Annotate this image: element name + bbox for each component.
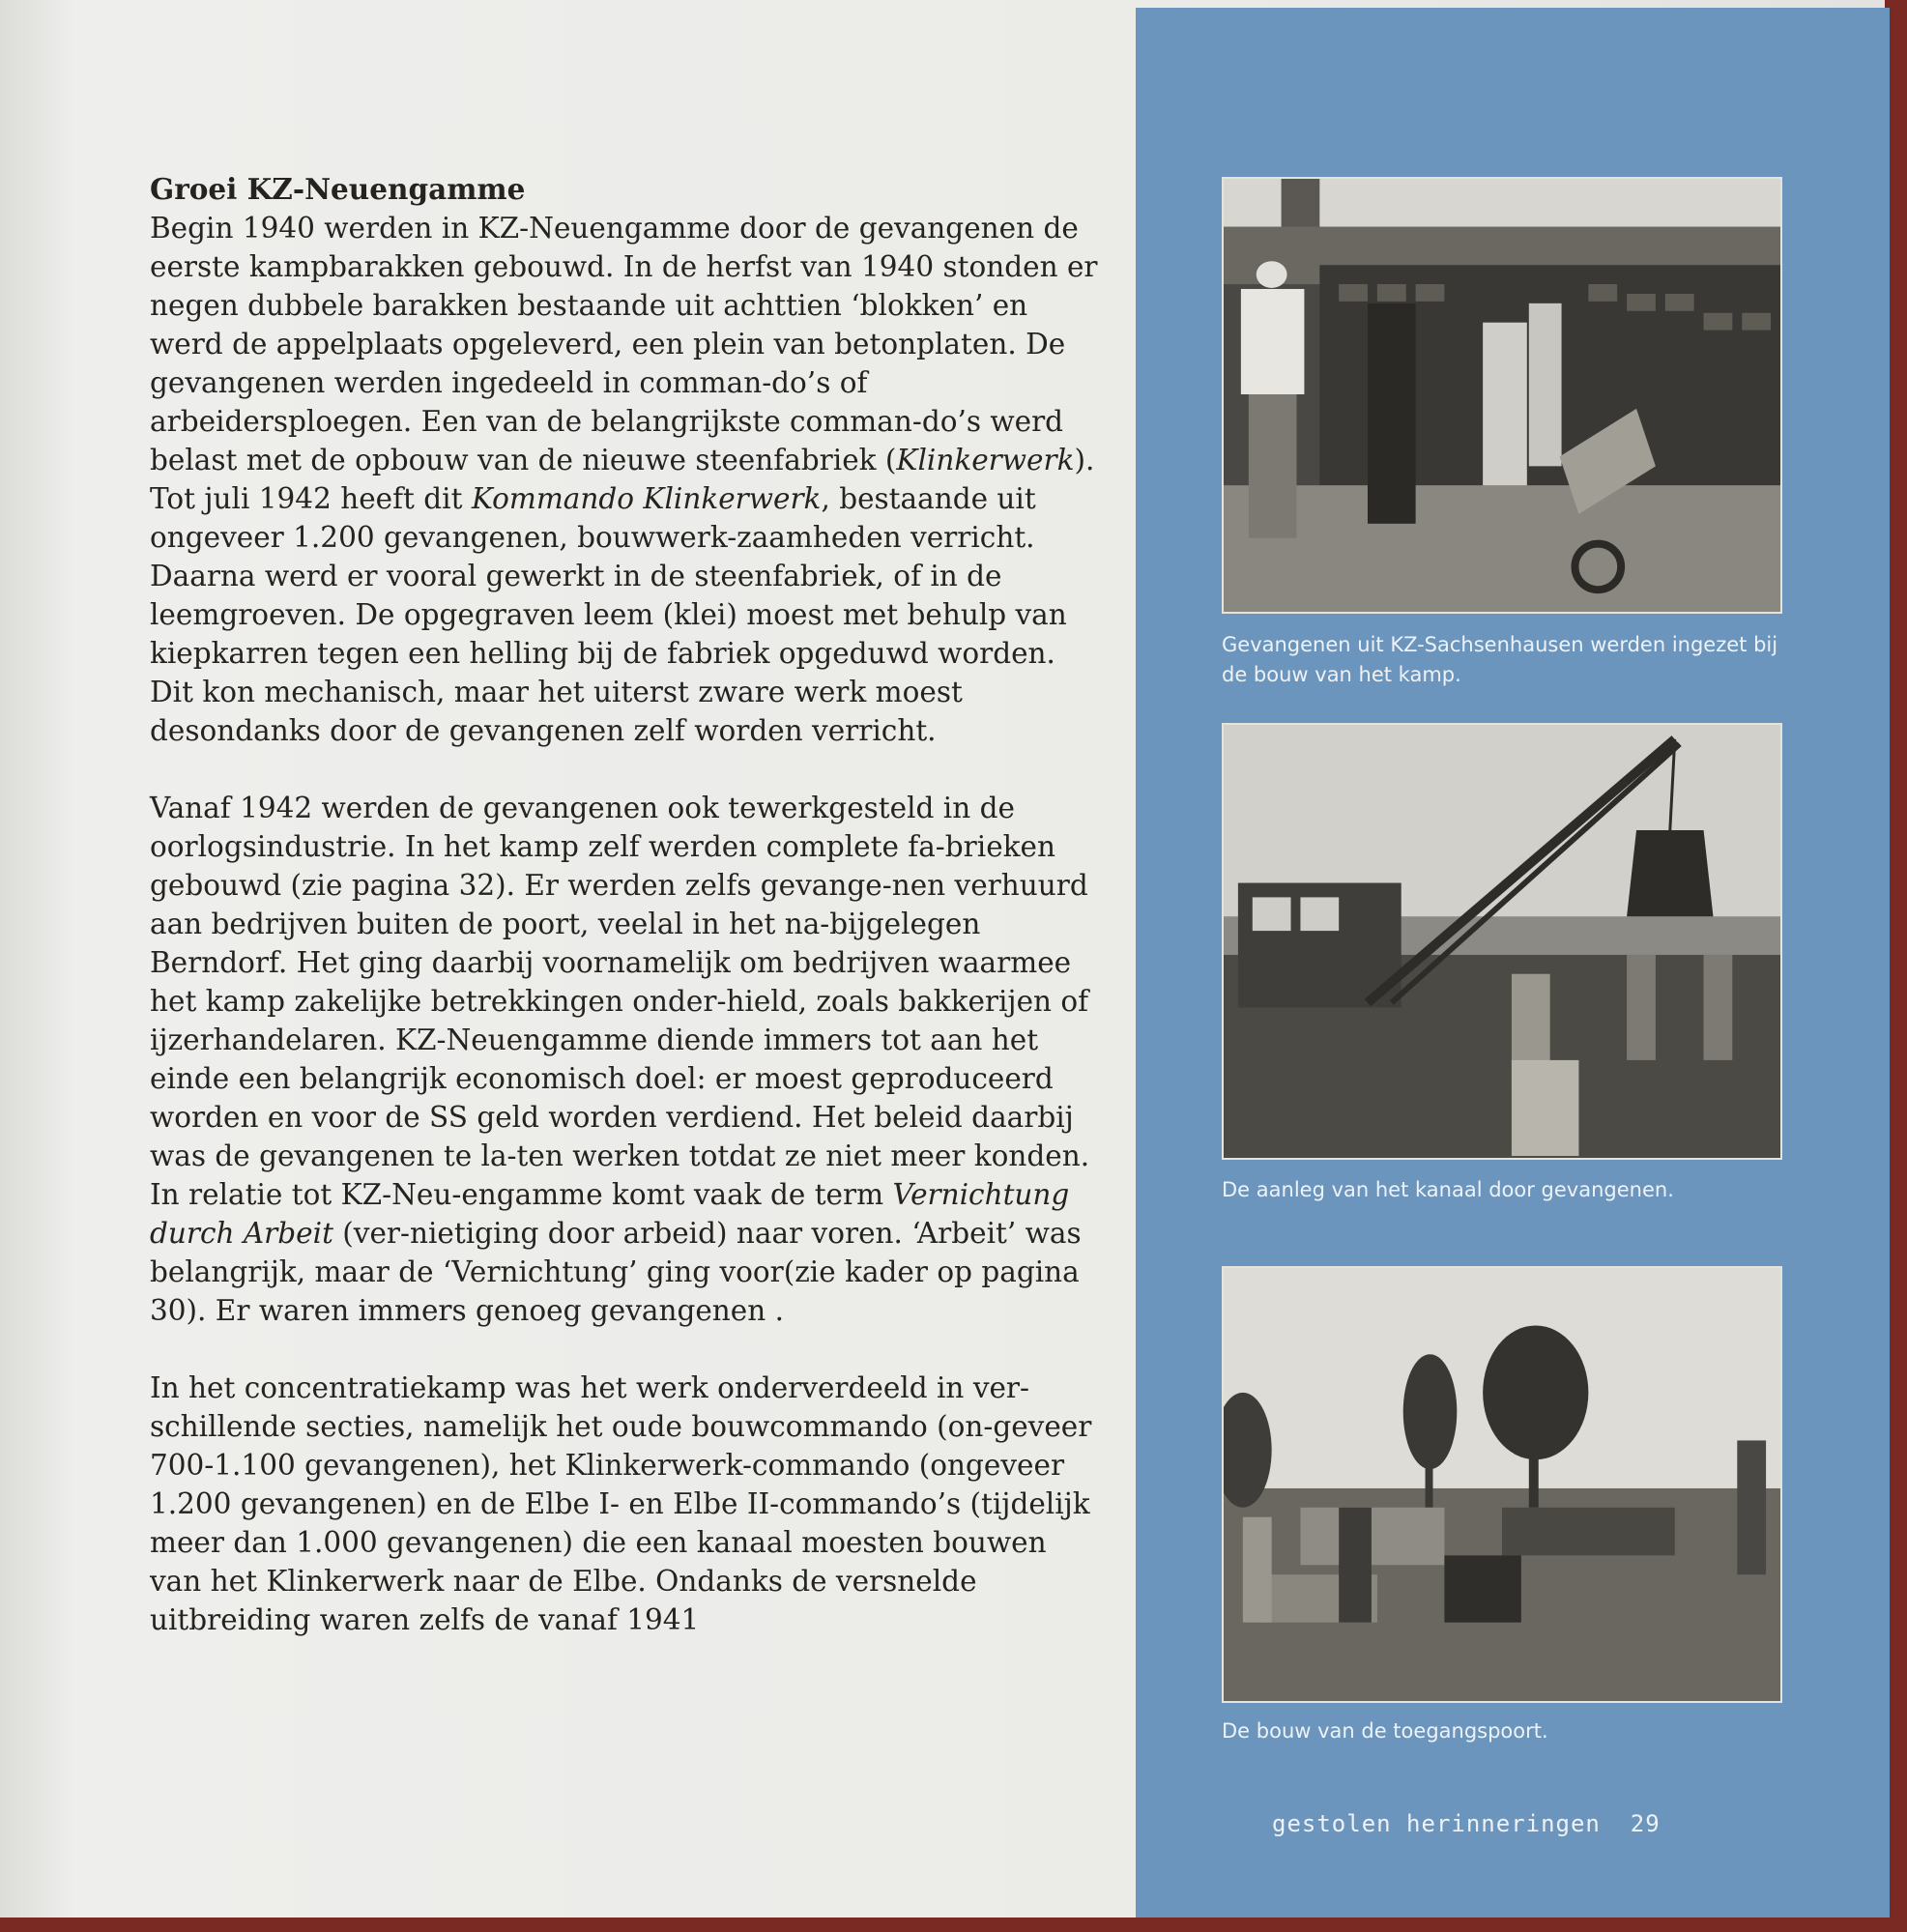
photo-gate-construction xyxy=(1222,1266,1782,1703)
paragraph-text: (ver-nietiging door arbeid) naar voren. ‘Arbeit’ was belangrijk, maar de ‘Vernichtung’ ging voor(zie kader op pagina 30). Er waren immers genoeg gevangenen . xyxy=(150,1217,1082,1327)
article-paragraph-2 xyxy=(150,789,1107,1330)
article-heading: Groei KZ-Neuengamme xyxy=(150,172,526,206)
italic-term: Kommando Klinkerwerk xyxy=(471,482,822,515)
article-body xyxy=(150,170,1107,1678)
italic-term: Vernichtung durch Arbeit xyxy=(150,1178,1070,1250)
paragraph-text: ). Tot juli 1942 heeft dit xyxy=(150,444,1095,515)
italic-term: Klinkerwerk xyxy=(896,444,1075,476)
paragraph-text: Begin 1940 werden in KZ-Neuengamme door de gevangenen de eerste kampbarakken gebouwd. In de herfst van 1940 stonden er negen dubbele barakken bestaande uit achttien ‘blokken’ en werd de appelplaats opgeleverd, een plein van betonplaten. De gevangenen werden ingedeeld in comman-do’s of arbeidersploegen. Een van de belangrijkste comman-do’s werd belast met de opbouw van de nieuwe steenfabriek ( xyxy=(150,212,1098,476)
book-title: gestolen herinneringen xyxy=(1272,1810,1601,1837)
photo-caption-3: De bouw van de toegangspoort. xyxy=(1222,1719,1548,1743)
paragraph-text: , bestaande uit ongeveer 1.200 gevangenen, bouwwerk-zaamheden verricht. Daarna werd er vooral gewerkt in de steenfabriek, of in de leemgroeven. De opgegraven leem (klei) moest met behulp van kiepkarren tegen een helling bij de fabriek opgeduwd worden. Dit kon mechanisch, maar het uiterst zware werk moest desondanks door de gevangenen zelf worden verricht. xyxy=(150,482,1067,747)
paragraph-text: Vanaf 1942 werden de gevangenen ook tewerkgesteld in de oorlogsindustrie. In het kamp zelf werden complete fa-brieken gebouwd (zie pagina 32). Er werden zelfs gevange-nen verhuurd aan bedrijven buiten de poort, veelal in het na-bijgelegen Berndorf. Het ging daarbij voornamelijk om bedrijven waarmee het kamp zakelijke betrekkingen onder-hield, zoals bakkerijen of ijzerhandelaren. KZ-Neuengamme diende immers tot aan het einde een belangrijk economisch doel: er moest geproduceerd worden en voor de SS geld worden verdiend. Het beleid daarbij was de gevangenen te la-ten werken totdat ze niet meer konden. In relatie tot KZ-Neu-engamme komt vaak de term xyxy=(150,792,1090,1211)
page-footer xyxy=(1272,1810,1661,1837)
photo-prisoners-bricks xyxy=(1222,177,1782,614)
photo-caption-2: De aanleg van het kanaal door gevangenen. xyxy=(1222,1178,1674,1201)
photo-canal-construction xyxy=(1222,723,1782,1160)
page-number: 29 xyxy=(1630,1810,1661,1837)
photo-caption-1: Gevangenen uit KZ-Sachsenhausen werden ingezet bij de bouw van het kamp. xyxy=(1222,633,1778,686)
article-paragraph-3: In het concentratiekamp was het werk onderverdeeld in ver-schillende secties, namelijk het oude bouwcommando (on-geveer 700-1.100 gevangenen), het Klinkerwerk-commando (ongeveer 1.200 gevangenen) en de Elbe I- en Elbe II-commando’s (tijdelijk meer dan 1.000 gevangenen) die een kanaal moesten bouwen van het Klinkerwerk naar de Elbe. Ondanks de versnelde uitbreiding waren zelfs de vanaf 1941 xyxy=(150,1371,1092,1636)
article-paragraph-1 xyxy=(150,170,1107,750)
